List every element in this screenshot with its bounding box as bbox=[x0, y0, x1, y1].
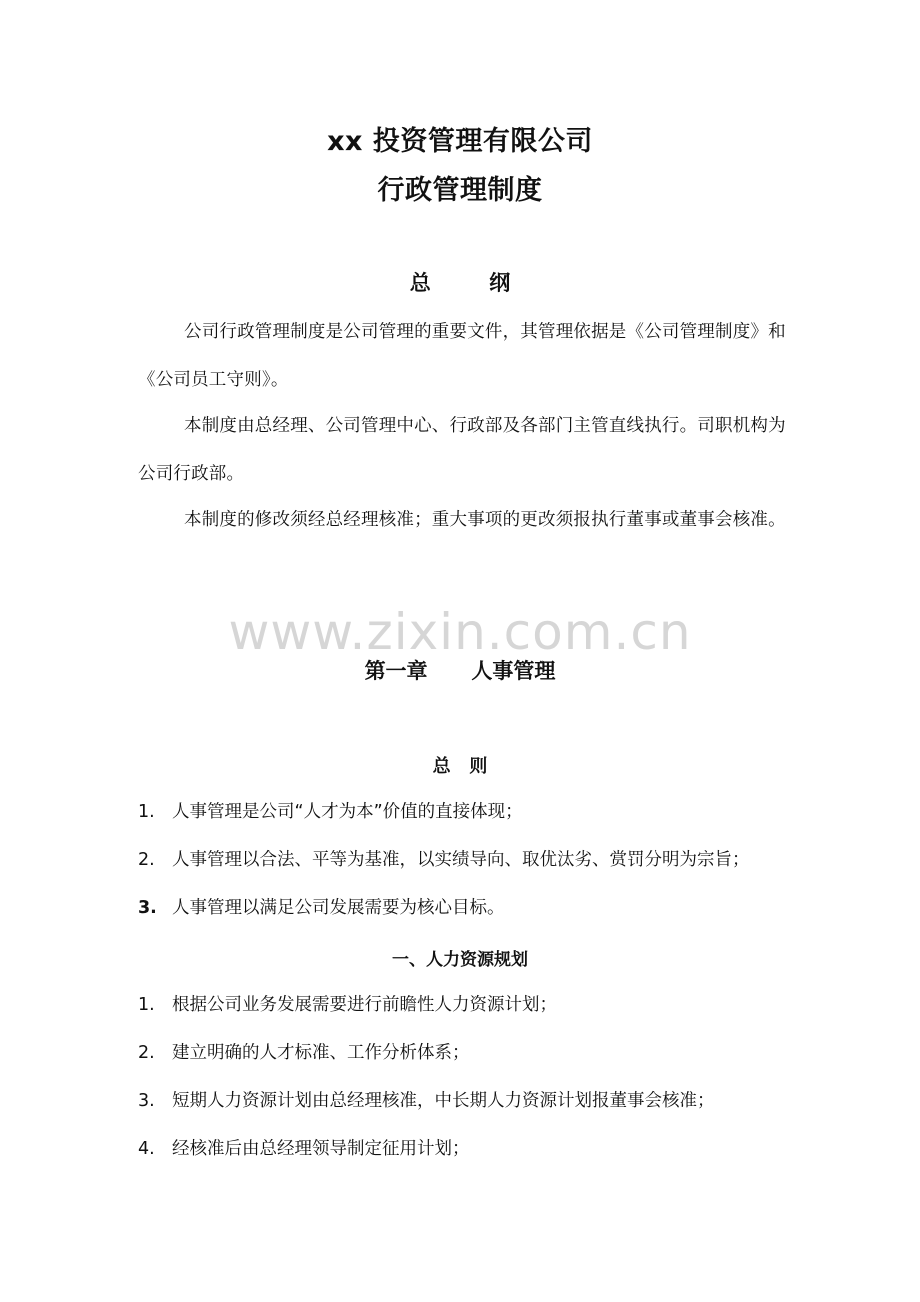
list-item-number: 3. bbox=[138, 898, 157, 918]
document-title-company: xx 投资管理有限公司 bbox=[327, 126, 593, 157]
list-item bbox=[138, 845, 808, 875]
list-item-number: 2. bbox=[138, 850, 155, 870]
list-item bbox=[138, 990, 808, 1020]
list-item bbox=[138, 893, 808, 923]
general-rules-heading: 总 则 bbox=[432, 756, 488, 777]
list-item-number: 1. bbox=[138, 995, 155, 1015]
chapter-heading: 第一章 人事管理 bbox=[364, 659, 556, 683]
list-item-text: 人事管理以满足公司发展需要为核心目标。 bbox=[172, 898, 505, 918]
list-item-number: 3. bbox=[138, 1091, 155, 1111]
list-item-text: 根据公司业务发展需要进行前瞻性人力资源计划； bbox=[172, 995, 557, 1015]
section-heading: 一、人力资源规划 bbox=[392, 950, 528, 970]
list-item-text: 经核准后由总经理领导制定征用计划； bbox=[172, 1139, 470, 1159]
outline-paragraph: 公司行政管理制度是公司管理的重要文件，其管理依据是《公司管理制度》和《公司员工守则》。 bbox=[138, 322, 786, 390]
list-item bbox=[138, 1038, 808, 1068]
list-item-text: 人事管理以合法、平等为基准，以实绩导向、取优汰劣、赏罚分明为宗旨； bbox=[172, 850, 750, 870]
list-item-text: 人事管理是公司“人才为本”价值的直接体现； bbox=[172, 802, 523, 822]
outline-paragraph: 本制度由总经理、公司管理中心、行政部及各部门主管直线执行。司职机构为公司行政部。 bbox=[138, 416, 786, 484]
list-item-number: 2. bbox=[138, 1043, 155, 1063]
list-item-number: 4. bbox=[138, 1139, 155, 1159]
general-outline-heading: 总 纲 bbox=[409, 271, 511, 295]
list-item bbox=[138, 797, 808, 827]
outline-paragraph: 本制度的修改须经总经理核准；重大事项的更改须报执行董事或董事会核准。 bbox=[184, 510, 786, 530]
list-item-text: 短期人力资源计划由总经理核准，中长期人力资源计划报董事会核准； bbox=[172, 1091, 715, 1111]
watermark-text: www.zixin.com.cn bbox=[228, 603, 692, 661]
list-item bbox=[138, 1086, 808, 1116]
list-item bbox=[138, 1134, 808, 1164]
document-title-regulation: 行政管理制度 bbox=[377, 175, 543, 206]
list-item-number: 1. bbox=[138, 802, 155, 822]
list-item-text: 建立明确的人才标准、工作分析体系； bbox=[172, 1043, 470, 1063]
